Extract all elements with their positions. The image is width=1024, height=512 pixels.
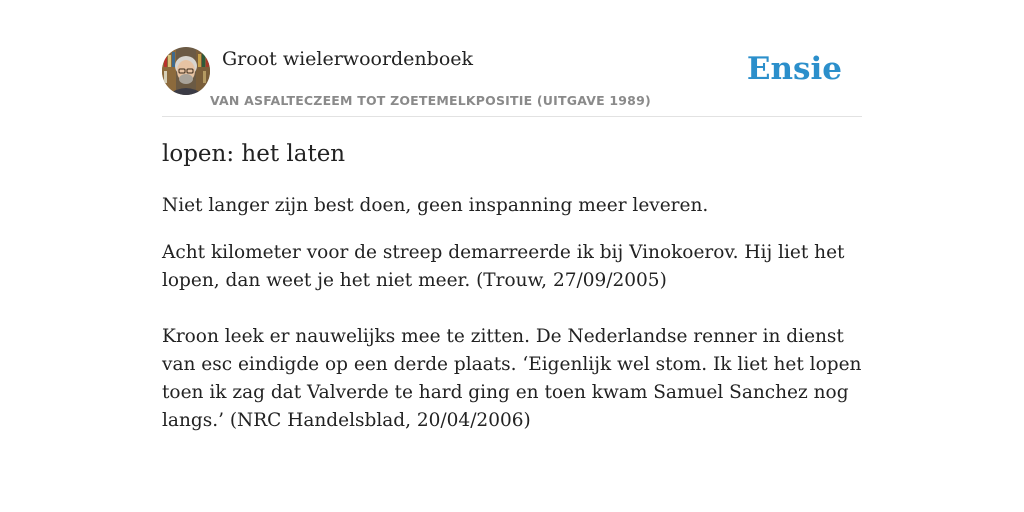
quotes: [162, 239, 862, 463]
entry-card: [162, 0, 862, 431]
entry-definition: Niet langer zijn best doen, geen inspanning meer leveren.: [162, 195, 709, 216]
book-title[interactable]: Groot wielerwoordenboek: [222, 48, 474, 70]
author-avatar[interactable]: [162, 47, 210, 95]
ensie-logo-link[interactable]: Ensie: [746, 51, 842, 87]
quote-1: Acht kilometer voor de streep demarreerde ik bij Vinokoerov. Hij liet het lopen, dan weet je het niet meer. (Trouw, 27/09/2005): [162, 242, 845, 291]
quote-2: Kroon leek er nauwelijks mee te zitten. De Nederlandse renner in dienst van esc eindigde op een derde plaats. ‘Eigenlijk wel stom. Ik liet het lopen toen ik zag dat Valverde te hard ging en toen kwam Samuel Sanchez nog langs.’ (NRC Handelsblad, 20/04/2006): [162, 326, 862, 431]
entry-term: lopen: het laten: [162, 141, 346, 167]
book-subtitle: VAN ASFALTECZEEM TOT ZOETEMELKPOSITIE (UITGAVE 1989): [210, 93, 651, 108]
header: [162, 0, 862, 117]
